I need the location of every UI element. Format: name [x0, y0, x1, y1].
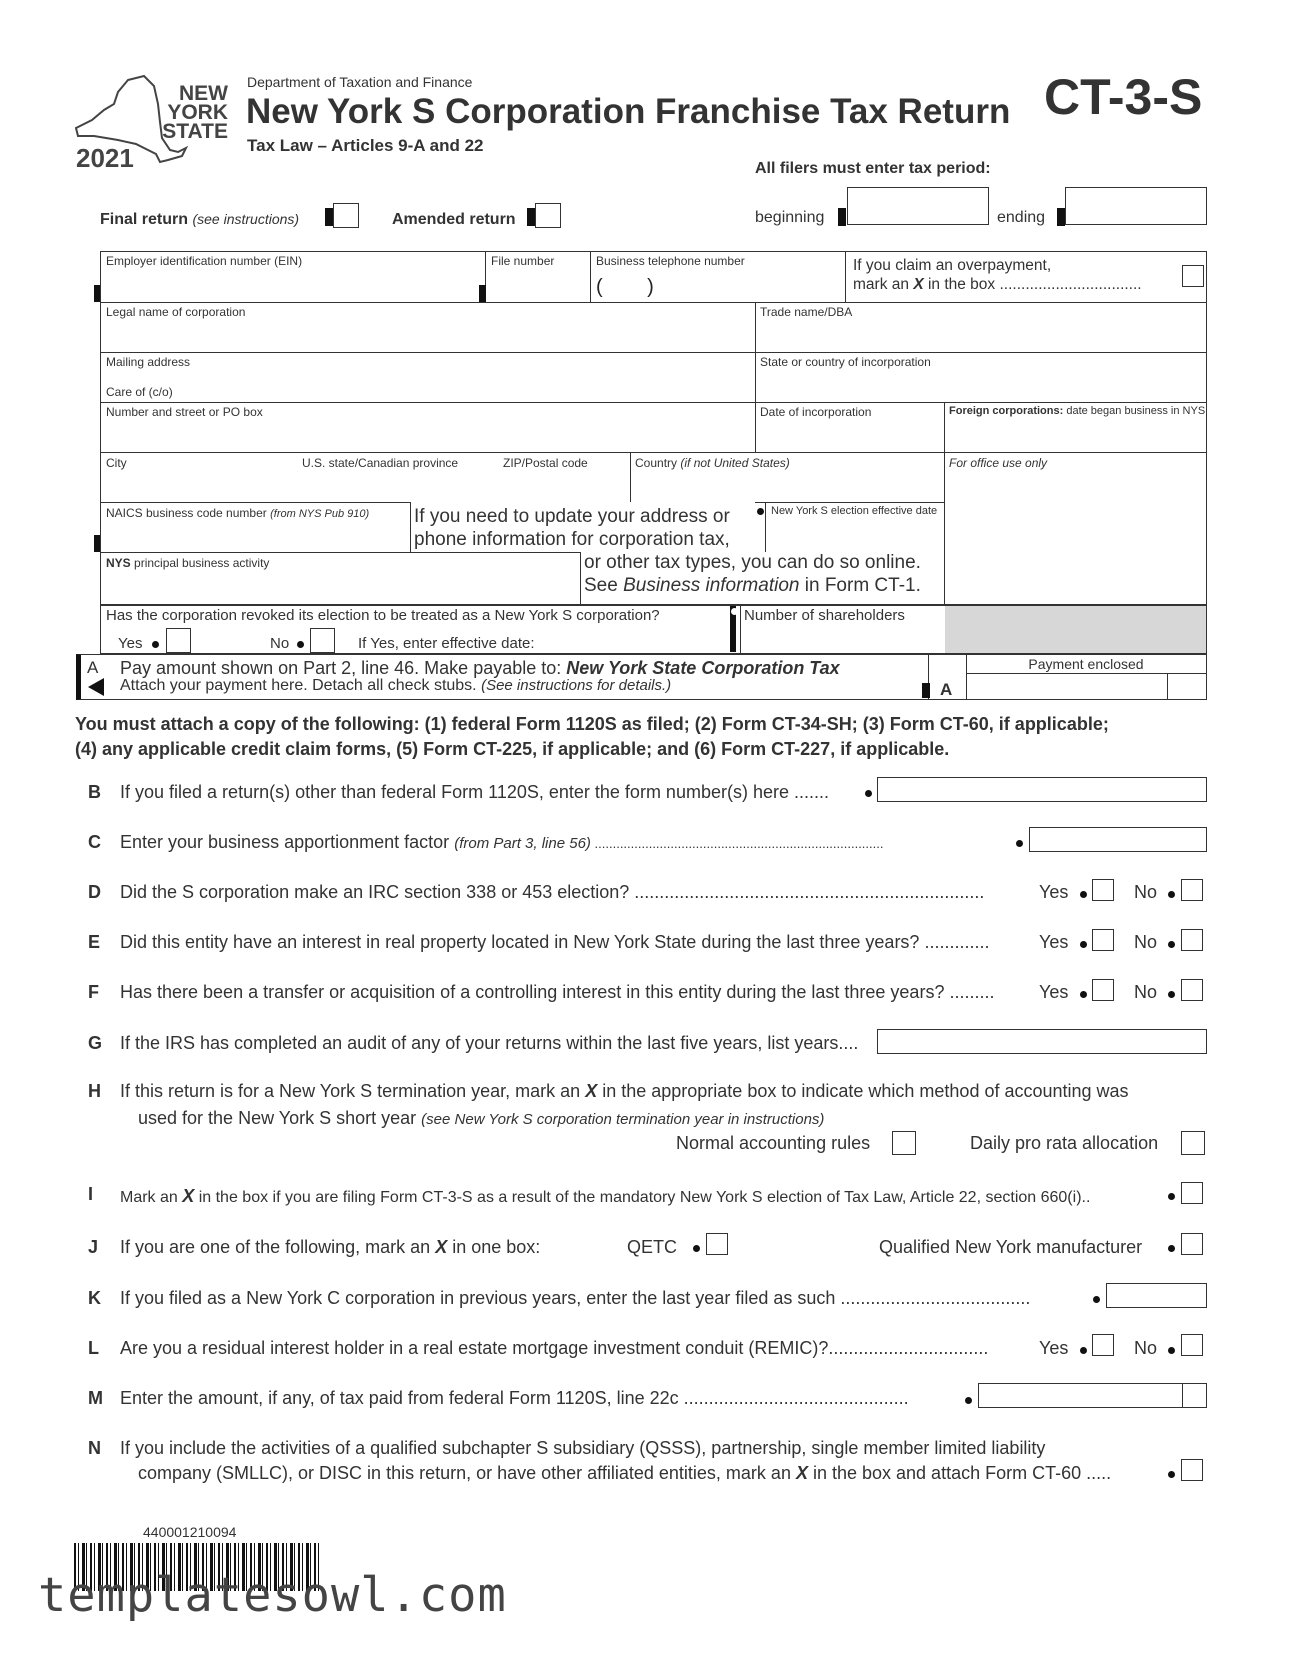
overpayment-line2-b: in the box ................................. [923, 276, 1142, 293]
question-letter-l: L [88, 1338, 99, 1358]
naics-input[interactable] [101, 520, 409, 551]
revoked-if-yes-label: If Yes, enter effective date: [358, 635, 535, 652]
daily-pro-rata-label: Daily pro rata allocation [970, 1133, 1159, 1153]
question-letter-h: H [88, 1081, 101, 1101]
question-h-text-b: in the appropriate box to indicate which method of accounting was [597, 1081, 1129, 1101]
question-f-no-checkbox[interactable] [1181, 979, 1203, 1001]
s-election-date-label: New York S election effective date [771, 505, 938, 517]
final-return-note: (see instructions) [192, 211, 300, 227]
question-b-text: If you filed a return(s) other than federal Form 1120S, enter the form number(s) here ....... [120, 782, 829, 802]
question-m-text: Enter the amount, if any, of tax paid from federal Form 1120S, line 22c ............................................. [120, 1388, 909, 1408]
nys-activity-input[interactable] [101, 570, 579, 603]
x-mark: X [435, 1237, 448, 1257]
bullet [1016, 840, 1023, 847]
scan-mark [94, 535, 100, 552]
ein-input[interactable] [101, 268, 479, 301]
yes-label: Yes [1039, 1338, 1069, 1358]
x-mark: X [913, 276, 924, 293]
question-e-no-checkbox[interactable] [1181, 929, 1203, 951]
no-label: No [1134, 1338, 1158, 1358]
beginning-label: beginning [755, 209, 825, 226]
file-number-input[interactable] [487, 268, 589, 301]
foreign-corp-date-input[interactable] [946, 420, 1206, 451]
question-letter-n: N [88, 1438, 101, 1458]
nys-activity-rest: principal business activity [130, 556, 270, 570]
scan-mark [325, 208, 333, 226]
grid-line [590, 251, 591, 302]
bullet [1168, 1193, 1175, 1200]
daily-pro-rata-checkbox[interactable] [1181, 1131, 1205, 1155]
qetc-checkbox[interactable] [706, 1233, 728, 1255]
question-n-line2-a: company (SMLLC), or DISC in this return, or have other affiliated entities, mark an [138, 1463, 796, 1483]
revoked-no-checkbox[interactable] [310, 628, 335, 653]
x-mark: X [182, 1186, 195, 1206]
question-l-yes-checkbox[interactable] [1092, 1334, 1114, 1356]
bullet [1080, 991, 1087, 998]
amended-return-label: Amended return [392, 211, 516, 228]
grid-line [1182, 1384, 1183, 1407]
date-incorporation-label: Date of incorporation [760, 405, 872, 419]
country-input[interactable] [632, 470, 943, 501]
attach-notice-line1: You must attach a copy of the following: (1) federal Form 1120S as filed; (2) Form CT-34-SH; (3) Form CT-60, if applicable; [75, 714, 1109, 734]
form-id: CT-3-S [1044, 69, 1203, 125]
question-i-checkbox[interactable] [1181, 1182, 1203, 1204]
barcode-number: 440001210094 [143, 1524, 237, 1540]
grid-line [944, 402, 945, 604]
office-use-label: For office use only [949, 456, 1048, 470]
country-note: (if not United States) [680, 456, 790, 470]
final-return-label [100, 211, 299, 229]
bullet [865, 790, 872, 797]
revoked-yes-label: Yes [118, 635, 143, 652]
scan-mark [1057, 208, 1065, 226]
grid-line [755, 302, 756, 452]
question-letter-g: G [88, 1033, 103, 1053]
trade-name-label: Trade name/DBA [760, 305, 853, 319]
payment-payee: New York State Corporation Tax [566, 658, 840, 678]
shareholders-input[interactable] [742, 624, 943, 652]
attach-notice-line2: (4) any applicable credit claim forms, (5) Form CT-225, if applicable; and (6) Form CT-227, if applicable. [75, 739, 950, 759]
logo-line-new: NEW [179, 82, 228, 105]
naics-label [106, 506, 369, 520]
country-label [635, 456, 790, 470]
question-i-text-a: Mark an [120, 1189, 183, 1206]
overpayment-line2-a: mark an [853, 276, 914, 293]
foreign-corp-label [949, 405, 1205, 417]
final-return-checkbox[interactable] [333, 203, 359, 228]
state-incorporation-label: State or country of incorporation [760, 355, 931, 369]
update-line3: or other tax types, you can do so online. [584, 552, 921, 573]
question-i-text [120, 1186, 1090, 1207]
bullet [757, 508, 764, 515]
country-text: Country [635, 456, 678, 470]
naics-note: (from NYS Pub 910) [270, 508, 370, 520]
file-number-label: File number [491, 254, 555, 268]
qetc-label: QETC [627, 1237, 678, 1257]
trade-name-input[interactable] [757, 320, 1206, 351]
question-h-text [120, 1081, 1129, 1102]
question-n-checkbox[interactable] [1181, 1459, 1203, 1481]
bullet [965, 1397, 972, 1404]
question-j-text-b: in one box: [447, 1237, 541, 1257]
overpayment-line1: If you claim an overpayment, [853, 257, 1052, 274]
no-label: No [1134, 982, 1158, 1002]
ending-label: ending [997, 209, 1046, 226]
revoked-yes-checkbox[interactable] [166, 628, 191, 653]
grid-line [740, 604, 741, 654]
no-label: No [1134, 932, 1158, 952]
bullet [1080, 891, 1087, 898]
watermark: templatesowl.com [38, 1568, 507, 1623]
question-g-input[interactable] [877, 1029, 1207, 1054]
question-d-no-checkbox[interactable] [1181, 879, 1203, 901]
scan-mark [479, 285, 486, 302]
yes-label: Yes [1039, 982, 1069, 1002]
question-l-no-checkbox[interactable] [1181, 1334, 1203, 1356]
office-use-shaded [945, 606, 1206, 653]
bullet [1080, 941, 1087, 948]
question-letter-i: I [88, 1184, 94, 1204]
scan-mark [94, 285, 100, 302]
bullet [1168, 1245, 1175, 1252]
shareholders-label: Number of shareholders [744, 607, 905, 624]
update-line2: phone information for corporation tax, [414, 529, 730, 550]
care-of-label: Care of (c/o) [106, 385, 173, 399]
department-name: Department of Taxation and Finance [247, 74, 473, 90]
question-h-line2-note: (see New York S corporation termination year in instructions) [421, 1111, 825, 1128]
question-f-yes-checkbox[interactable] [1092, 979, 1114, 1001]
grid-line [630, 452, 631, 502]
form-title: New York S Corporation Franchise Tax Return [246, 92, 1011, 131]
grid-line [100, 452, 944, 453]
question-l-text: Are you a residual interest holder in a real estate mortgage investment conduit (REMIC)?................................ [120, 1338, 989, 1358]
question-c-text [120, 832, 883, 853]
x-mark: X [795, 1463, 808, 1483]
payment-line2 [120, 677, 671, 695]
amended-return-checkbox[interactable] [535, 203, 561, 228]
scan-mark [527, 208, 535, 226]
grid-line [100, 552, 580, 553]
question-e-yes-checkbox[interactable] [1092, 929, 1114, 951]
arrow-left-icon [88, 678, 104, 696]
question-letter-d: D [88, 882, 101, 902]
question-f-text: Has there been a transfer or acquisition of a controlling interest in this entity during the last three years? ......... [120, 982, 995, 1002]
question-h-text-a: If this return is for a New York S termination year, mark an [120, 1081, 586, 1101]
payment-box-letter: A [940, 680, 953, 699]
question-n-line2-b: in the box and attach Form CT-60 ..... [807, 1463, 1112, 1483]
grid-line [580, 552, 581, 604]
question-j-text-a: If you are one of the following, mark an [120, 1237, 436, 1257]
bullet [1168, 1347, 1175, 1354]
scan-mark [922, 683, 930, 698]
bullet [297, 641, 304, 648]
city-state-zip-input[interactable] [101, 470, 629, 501]
yes-label: Yes [1039, 882, 1069, 902]
logo-line-york: YORK [167, 101, 228, 124]
revoked-effective-date-input[interactable] [548, 628, 724, 652]
care-of-input[interactable] [160, 382, 754, 401]
naics-text: NAICS business code number [106, 506, 267, 520]
phone-input[interactable] [592, 268, 844, 301]
question-e-text: Did this entity have an interest in real property located in New York State during the last three years? ............. [120, 932, 990, 952]
logo-text [160, 84, 228, 141]
number-street-input[interactable] [101, 420, 754, 451]
grid-line [1167, 673, 1168, 699]
normal-accounting-checkbox[interactable] [892, 1131, 916, 1155]
payment-line2-a: Attach your payment here. Detach all check stubs. [120, 677, 482, 694]
overpayment-text [853, 256, 1142, 294]
bullet [1168, 1471, 1175, 1478]
payment-line2-b: (See instructions for details.) [481, 677, 672, 694]
question-b-input[interactable] [877, 777, 1207, 802]
question-j-text [120, 1237, 540, 1258]
question-k-text: If you filed as a New York C corporation in previous years, enter the last year filed as such ...................................... [120, 1288, 1031, 1308]
qualified-manufacturer-checkbox[interactable] [1181, 1233, 1203, 1255]
question-letter-k: K [88, 1288, 101, 1308]
phone-parens: ( ) [596, 276, 654, 298]
update-line4 [584, 574, 921, 597]
question-letter-f: F [88, 982, 99, 1002]
overpayment-checkbox[interactable] [1182, 265, 1204, 287]
s-election-date-input[interactable] [767, 520, 943, 551]
update-info-notice [414, 505, 730, 551]
question-c-note: (from Part 3, line 56) [454, 835, 591, 852]
question-letter-c: C [88, 832, 101, 852]
overpayment-line2 [853, 275, 1142, 294]
payment-line1 [120, 658, 840, 679]
state-province-label: U.S. state/Canadian province [302, 456, 459, 470]
question-letter-b: B [88, 782, 101, 802]
normal-accounting-label: Normal accounting rules [676, 1133, 871, 1153]
no-label: No [1134, 882, 1158, 902]
grid-line [765, 502, 766, 552]
bullet [1080, 1347, 1087, 1354]
bullet [731, 608, 738, 615]
bullet [693, 1245, 700, 1252]
bullet [1093, 1296, 1100, 1303]
form-year: 2021 [76, 143, 134, 173]
question-c-input[interactable] [1029, 827, 1207, 852]
revoked-question: Has the corporation revoked its election to be treated as a New York S corporation? [106, 607, 660, 624]
nys-activity-bold: NYS [106, 556, 131, 570]
foreign-corp-bold: Foreign corporations: [949, 405, 1064, 417]
question-n-line2 [138, 1463, 1111, 1484]
yes-label: Yes [1039, 932, 1069, 952]
form-subtitle: Tax Law – Articles 9-A and 22 [247, 136, 484, 155]
update-info-notice-cont [584, 551, 921, 597]
update-line4b: Business information [623, 575, 800, 596]
question-k-input[interactable] [1106, 1283, 1207, 1308]
grid-line [100, 502, 410, 503]
bullet [1168, 991, 1175, 998]
zip-label: ZIP/Postal code [503, 456, 588, 470]
qualified-manufacturer-label: Qualified New York manufacturer [879, 1237, 1143, 1257]
state-incorporation-input[interactable] [757, 370, 1206, 401]
question-m-input[interactable] [978, 1383, 1207, 1408]
phone-label: Business telephone number [596, 254, 745, 268]
grid-line [944, 452, 1207, 453]
bullet [1168, 941, 1175, 948]
grid-line [100, 302, 1207, 303]
ein-label: Employer identification number (EIN) [106, 254, 303, 268]
grid-line [410, 502, 411, 552]
update-line4c: in Form CT-1. [799, 575, 921, 596]
question-g-text: If the IRS has completed an audit of any of your returns within the last five years, list years.... [120, 1033, 859, 1053]
period-beginning-input[interactable] [847, 187, 989, 225]
x-mark: X [585, 1081, 598, 1101]
update-line4a: See [584, 575, 624, 596]
attach-notice [75, 712, 1109, 762]
revoked-no-label: No [270, 635, 290, 652]
payment-enclosed-input[interactable] [967, 674, 1167, 699]
grid-line [755, 502, 944, 503]
tax-period-instruction: All filers must enter tax period: [755, 160, 991, 177]
bullet [152, 641, 159, 648]
question-letter-e: E [88, 932, 101, 952]
question-d-yes-checkbox[interactable] [1092, 879, 1114, 901]
update-line1: If you need to update your address or [414, 506, 730, 527]
city-label: City [106, 456, 127, 470]
question-h-line2-text: used for the New York S short year [138, 1108, 417, 1128]
question-letter-m: M [88, 1388, 103, 1408]
question-d-text: Did the S corporation make an IRC section 338 or 453 election? ...................................................................... [120, 882, 985, 902]
final-return-text: Final return [100, 211, 189, 228]
period-ending-input[interactable] [1065, 187, 1207, 225]
question-c-main: Enter your business apportionment factor [120, 832, 450, 852]
number-street-label: Number and street or PO box [106, 405, 263, 419]
scan-mark [838, 208, 846, 226]
legal-name-input[interactable] [101, 320, 754, 351]
grid-line [100, 402, 1207, 403]
legal-name-label: Legal name of corporation [106, 305, 246, 319]
logo-line-state: STATE [162, 120, 228, 143]
mailing-address-label: Mailing address [106, 355, 191, 369]
grid-line [100, 352, 1207, 353]
nys-activity-label [106, 556, 269, 570]
foreign-corp-rest: date began business in NYS [1063, 405, 1206, 417]
payment-letter: A [87, 658, 99, 677]
question-n-line1: If you include the activities of a qualified subchapter S subsidiary (QSSS), partnership, single member limited liability [120, 1438, 1046, 1458]
question-letter-j: J [88, 1237, 99, 1257]
payment-line1-a: Pay amount shown on Part 2, line 46. Make payable to: [120, 658, 567, 678]
question-c-dots: ................................................................................ [590, 836, 884, 851]
date-incorporation-input[interactable] [757, 420, 943, 451]
question-i-text-b: in the box if you are filing Form CT-3-S as a result of the mandatory New York S election of Tax Law, Article 22, section 660(i).. [194, 1189, 1091, 1206]
payment-enclosed-label: Payment enclosed [1028, 656, 1144, 672]
question-h-line2 [138, 1108, 824, 1129]
grid-line [845, 251, 846, 302]
bullet [1168, 891, 1175, 898]
